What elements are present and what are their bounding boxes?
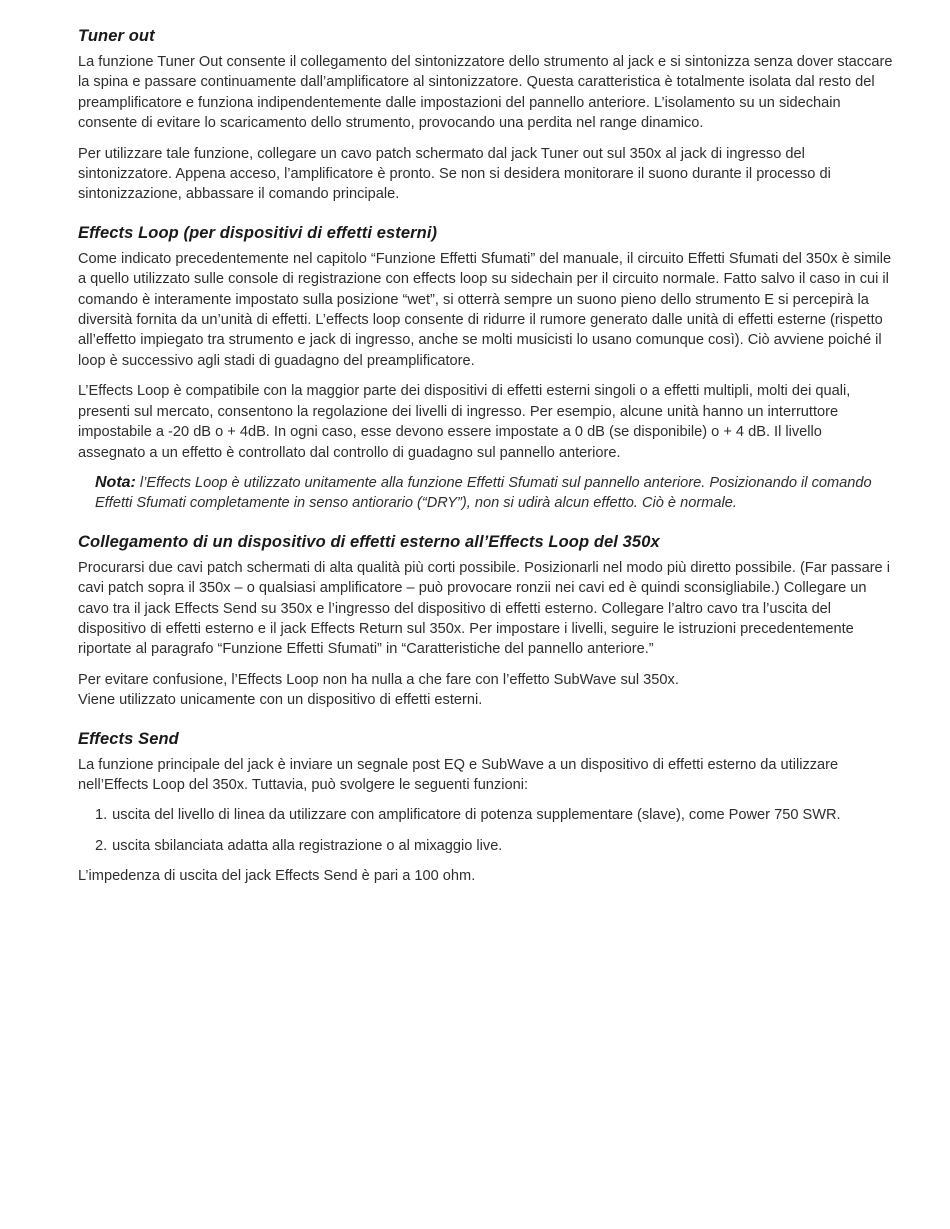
section-title: Collegamento di un dispositivo di effetti esterno all’Effects Loop del 350x [78,532,660,551]
paragraph [78,670,893,711]
document-page [78,26,893,905]
paragraph-line: Viene utilizzato unicamente con un dispositivo di effetti esterni. [78,692,483,709]
list-item [95,836,893,856]
note-text: l’Effects Loop è utilizzato unitamente alla funzione Effetti Sfumati sul pannello anteriore. Posizionando il comando Effetti Sfumati completamente in senso antiorario (“DRY”), non si udirà alcun effetto. Ciò è normale. [95,474,872,512]
paragraph: Procurarsi due cavi patch schermati di alta qualità più corti possibile. Posizionarli nel modo più diretto possibile. (Far passare i cavi patch sopra il 350x – o qualsiasi amplificatore – può provocare ronzii nei cavi ed è quindi sconsigliabile.) Collegare un cavo tra il jack Effects Send su 350x e l’ingresso del dispositivo di effetti esterno. Collegare l’altro cavo tra l’uscita del dispositivo di effetti esterno e il jack Effects Return sul 350x. Per impostare i livelli, seguire le istruzioni precedentemente riportate al paragrafo “Funzione Effetti Sfumati” in “Caratteristiche del pannello anteriore.” [78,559,890,658]
section-effects-send [78,729,893,887]
note-label: Nota: [95,473,136,491]
paragraph: L’impedenza di uscita del jack Effects Send è pari a 100 ohm. [78,868,476,885]
note-block [95,473,893,514]
list-text: uscita del livello di linea da utilizzare con amplificatore di potenza supplementare (slave), come Power 750 SWR. [112,807,841,824]
section-title: Tuner out [78,27,155,45]
numbered-list [95,805,893,856]
list-item [95,805,893,825]
paragraph: Come indicato precedentemente nel capitolo “Funzione Effetti Sfumati” del manuale, il circuito Effetti Sfumati del 350x è simile a quello utilizzato sulle console di registrazione con effects loop su sidechain per il circuito normale. Fatto salvo il caso in cui il comando è interamente impostato sulla posizione “wet”, si otterrà sempre un suono pieno dello strumento E si percepirà la diversità fornita da un’unità di effetti. L’effects loop consente di ridurre il rumore generato dalle unità di effetti esterne (rispetto all’effetto impiegato tra strumento e jack di ingresso, anche se molti musicisti lo usano comunque così). Ciò avviene poiché il loop è successivo agli stadi di guadagno del preamplificatore. [78,250,892,369]
paragraph-line: Per evitare confusione, l’Effects Loop non ha nulla a che fare con l’effetto SubWave sul 350x. [78,671,679,688]
list-text: uscita sbilanciata adatta alla registrazione o al mixaggio live. [112,837,503,854]
paragraph: Per utilizzare tale funzione, collegare un cavo patch schermato dal jack Tuner out sul 350x al jack di ingresso del sintonizzatore. Appena acceso, l’amplificatore è pronto. Se non si desidera monitorare il suono durante il processo di sintonizzazione, abbassare il comando principale. [78,145,831,203]
paragraph: L’Effects Loop è compatibile con la maggior parte dei dispositivi di effetti esterni singoli o a effetti multipli, molti dei quali, presenti sul mercato, consentono la regolazione dei livelli di ingresso. Per esempio, alcune unità hanno un interruttore impostabile a -20 dB o + 4dB. In ogni caso, esse devono essere impostate a 0 dB (se disponibile) o + 4 dB. Il livello assegnato a un effetto è controllato dal controllo di guadagno sul pannello anteriore. [78,383,851,461]
section-connect-effects [78,532,893,711]
section-effects-loop [78,223,893,514]
paragraph: La funzione Tuner Out consente il collegamento del sintonizzatore dello strumento al jack e si sintonizza senza dover staccare la spina e passare continuamente dall’amplificatore al sintonizzatore. Questa caratteristica è totalmente isolata dal resto del preamplificatore e funziona indipendentemente dalle impostazioni del pannello anteriore. L’isolamento su un sidechain consente di evitare lo scaricamento dello strumento, provocando una perdita nel range dinamico. [78,54,893,132]
section-title: Effects Send [78,729,179,748]
list-number: 2. [95,837,108,854]
section-title: Effects Loop (per dispositivi di effetti esterni) [78,223,438,242]
paragraph: La funzione principale del jack è inviare un segnale post EQ e SubWave a un dispositivo di effetti esterno da utilizzare nell’Effects Loop del 350x. Tuttavia, può svolgere le seguenti funzioni: [78,756,839,793]
section-tuner-out [78,26,893,205]
list-number: 1. [95,807,108,824]
